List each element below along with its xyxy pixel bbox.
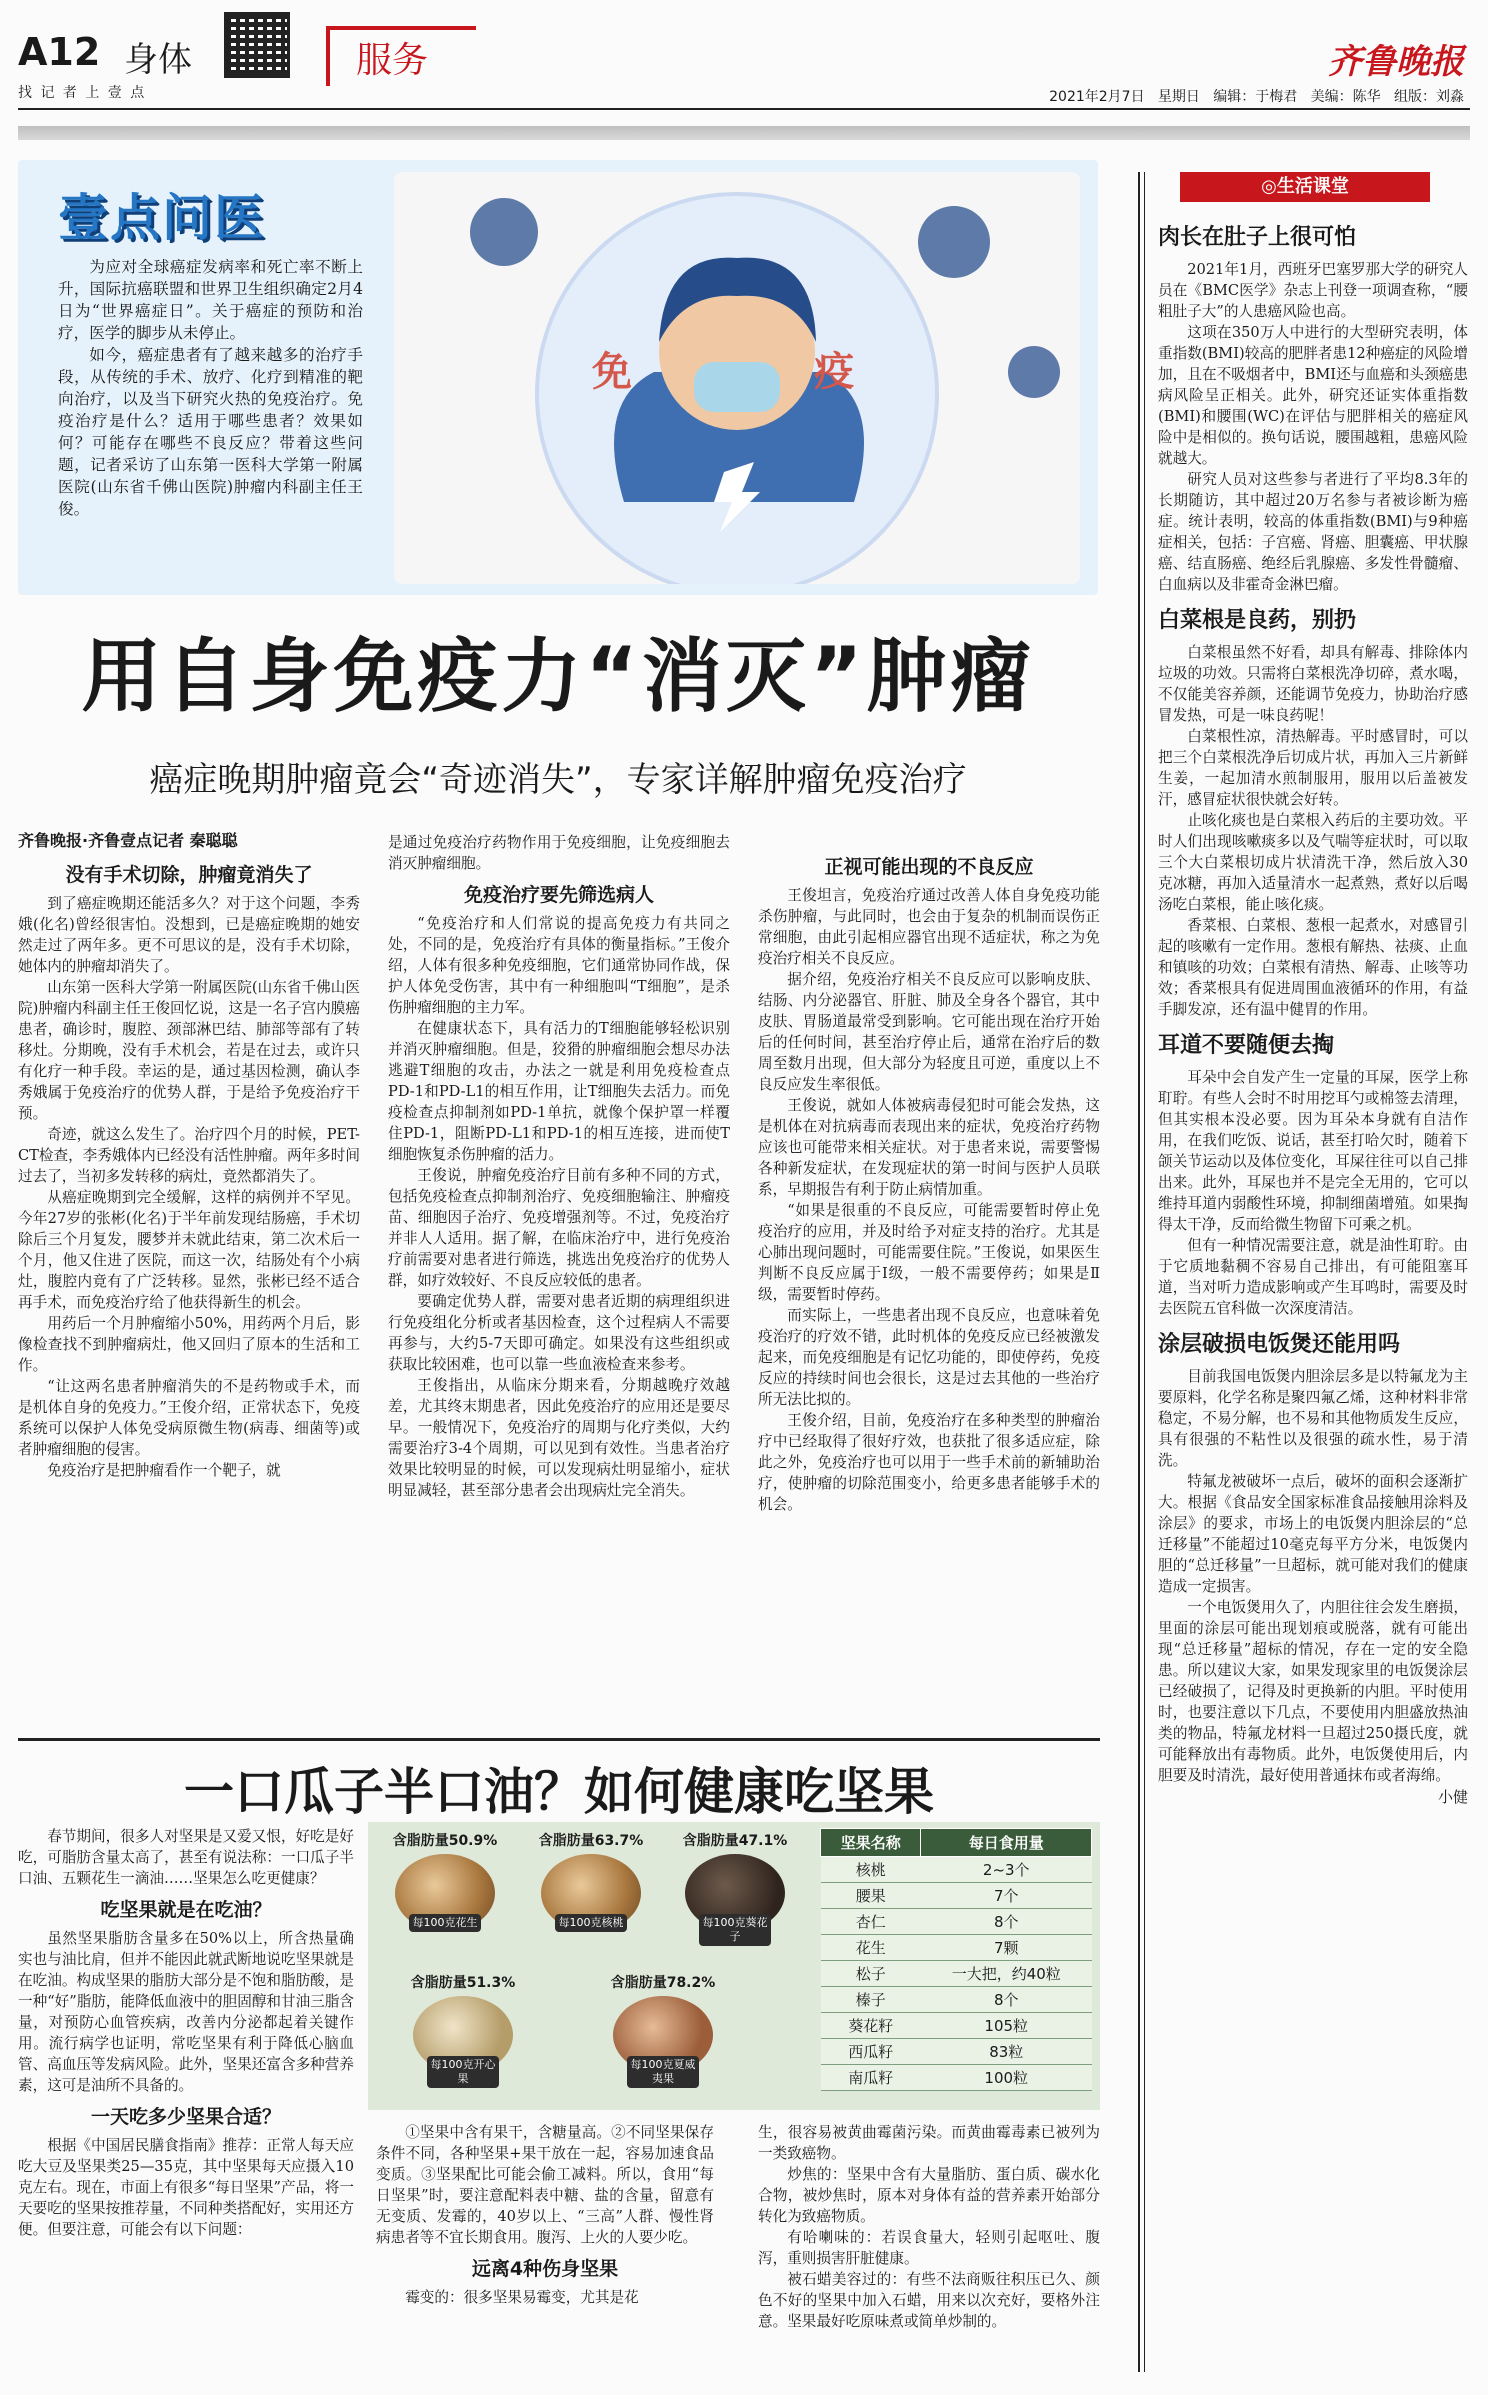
- table-row: [821, 1909, 1092, 1935]
- sidebar-rule-thin: [1144, 172, 1145, 2372]
- paragraph: 止咳化痰也是白菜根入药后的主要功效。平时人们出现咳嗽痰多以及气喘等症状时，可以取三个大白菜根切成片状清洗干净，然后放入30克冰糖，再加入适量清水一起煮熟，煮好以后喝汤吃白菜根，能止咳化痰。: [1158, 812, 1468, 913]
- illustration-word: 疫: [814, 348, 854, 395]
- section-heading: 远离4种伤身坚果: [471, 2258, 619, 2280]
- sidebar-article-title: 白菜根是良药，别扔: [1158, 608, 1357, 633]
- paragraph: 在健康状态下，具有活力的T细胞能够轻松识别并消灭肿瘤细胞。但是，狡猾的肿瘤细胞会想尽办法逃避T细胞的攻击，办法之一就是利用免疫检查点PD-1和PD-L1的相互作用，让T细胞失去活力。而免疫检查点抑制剂如PD-1单抗，就像个保护罩一样覆住PD-1，阻断PD-L1和PD-1的相互连接，进而使T细胞恢复杀伤肿瘤的活力。: [388, 1020, 730, 1163]
- paragraph: 但有一种情况需要注意，就是油性耵聍。由于它质地黏稠不容易自己排出，有可能阻塞耳道，当对听力造成影响或产生耳鸣时，需要及时去医院五官科做一次深度清洁。: [1158, 1237, 1468, 1317]
- intro-text: [58, 256, 363, 520]
- paragraph: 王俊坦言，免疫治疗通过改善人体自身免疫功能杀伤肿瘤，与此同时，也会由于复杂的机制而误伤正常细胞，由此引起相应器官出现不适症状，称之为免疫治疗相关不良反应。: [758, 887, 1100, 967]
- paragraph: 免疫治疗是把肿瘤看作一个靶子，就: [47, 1462, 281, 1479]
- table-cell: 7颗: [921, 1935, 1092, 1961]
- paragraph: “免疫治疗和人们常说的提高免疫力有共同之处，不同的是，免疫治疗有具体的衡量指标。”王俊介绍，人体有很多种免疫细胞，它们通常协同作战，保护人体免受伤害，其中有一种细胞叫“T细胞”，是杀伤肿瘤细胞的主力军。: [388, 915, 730, 1016]
- section-heading: 一天吃多少坚果合适？: [90, 2106, 281, 2128]
- illustration: [394, 172, 1080, 584]
- paragraph: ①坚果中含有果干，含糖量高。②不同坚果保存条件不同，各种坚果+果干放在一起，容易加速食品变质。③坚果配比可能会偷工减料。所以，食用“每日坚果”时，要注意配料表中糖、盐的含量，留意有无变质、发霉的，40岁以上、“三高”人群、慢性肾病患者等不宜长期食用。腹泻、上火的人要少吃。: [376, 2124, 714, 2246]
- sidebar-rule: [1138, 172, 1140, 2372]
- article2-title: 一口瓜子半口油？如何健康吃坚果: [184, 1763, 934, 1821]
- paragraph: “如果是很重的不良反应，可能需要暂时停止免疫治疗的应用，并及时给予对症支持的治疗。尤其是心肺出现问题时，可能需要住院。”王俊说，如果医生判断不良反应属于Ⅰ级，一般不需要停药；如果是Ⅱ级，需要暂时停药。: [758, 1202, 1100, 1303]
- table-cell: 核桃: [821, 1857, 921, 1883]
- paragraph: 王俊指出，从临床分期来看，分期越晚疗效越差，尤其终末期患者，因此免疫治疗的应用还是要尽早。一般情况下，免疫治疗的周期与化疗类似，大约需要治疗3-4个周期，可以见到有效性。当患者治疗效果比较明显的时候，可以发现病灶明显缩小，症状明显减轻，甚至部分患者会出现病灶完全消失。: [388, 1377, 730, 1499]
- qr-code-icon[interactable]: [224, 12, 290, 78]
- article2-col2: [376, 2122, 714, 2308]
- paragraph: “让这两名患者肿瘤消失的不是药物或手术，而是机体自身的免疫力。”王俊介绍，正常状态下，免疫系统可以保护人体免受病原微生物(病毒、细菌等)或者肿瘤细胞的侵害。: [18, 1378, 360, 1458]
- article1-col2: [388, 832, 730, 1501]
- paragraph: 白菜根虽然不好看，却具有解毒、排除体内垃圾的功效。只需将白菜根洗净切碎，煮水喝，不仅能美容养颜，还能调节免疫力，协助治疗感冒发热，可是一味良药呢！: [1158, 644, 1468, 724]
- nut-card: [390, 1830, 500, 1932]
- paragraph: 被石蜡美容过的：有些不法商贩往积压已久、颜色不好的坚果中加入石蜡，用来以次充好，要格外注意。坚果最好吃原味煮或简单炒制的。: [758, 2271, 1100, 2330]
- table-cell: 西瓜籽: [821, 2039, 921, 2065]
- paragraph: 要确定优势人群，需要对患者近期的病理组织进行免疫组化分析或者基因检查，这个过程病人不需要再参与，大约5-7天即可确定。如果没有这些组织或获取比较困难，也可以靠一些血液检查来参考。: [388, 1293, 730, 1373]
- section-heading: 没有手术切除，肿瘤竟消失了: [65, 864, 313, 886]
- page-number: A12: [18, 30, 101, 74]
- paragraph: 2021年1月，西班牙巴塞罗那大学的研究人员在《BMC医学》杂志上刊登一项调查称，“腰粗肚子大”的人患癌风险也高。: [1158, 261, 1468, 320]
- paragraph: 霉变的：很多坚果易霉变，尤其是花: [405, 2289, 639, 2306]
- sidebar-header: ◎生活课堂: [1180, 172, 1430, 202]
- section-divider: [18, 1738, 1100, 1741]
- immunity-illustration: [394, 172, 1080, 584]
- paragraph: 有哈喇味的：若误食量大，轻则引起呕吐、腹泻，重则损害肝脏健康。: [758, 2229, 1100, 2267]
- table-cell: 105粒: [921, 2013, 1092, 2039]
- paragraph: 王俊说，肿瘤免疫治疗目前有多种不同的方式，包括免疫检查点抑制剂治疗、免疫细胞输注、肿瘤疫苗、细胞因子治疗、免疫增强剂等。不过，免疫治疗并非人人适用。据了解，在临床治疗中，进行免疫治疗前需要对患者进行筛选，挑选出免疫治疗的优势人群，如疗效较好、不良反应较低的患者。: [388, 1167, 730, 1289]
- nut-card: [536, 1830, 646, 1932]
- paragraph: 特氟龙被破坏一点后，破坏的面积会逐渐扩大。根据《食品安全国家标准食品接触用涂料及涂层》的要求，市场上的电饭煲内胆涂层的“总迁移量”不能超过10毫克每平方分米，电饭煲内胆的“总迁移量”一旦超标，就可能对我们的健康造成一定损害。: [1158, 1473, 1468, 1595]
- intro-box: [18, 160, 1098, 595]
- table-cell: 杏仁: [821, 1909, 921, 1935]
- paragraph: 香菜根、白菜根、葱根一起煮水，对感冒引起的咳嗽有一定作用。葱根有解热、祛痰、止血和镇咳的功效；白菜根有清热、解毒、止咳等功效；香菜根具有促进周围血液循环的作用，有益手脚发凉，还有温中健胃的作用。: [1158, 917, 1468, 1018]
- paragraph: 奇迹，就这么发生了。治疗四个月的时候，PET-CT检查，李秀娥体内已经没有活性肿瘤。两年多时间过去了，当初多发转移的病灶，竟然都消失了。: [18, 1126, 360, 1185]
- nut-label: 每100克开心果: [427, 2056, 499, 2088]
- table-row: [821, 1961, 1092, 1987]
- nut-card: [608, 1972, 718, 2088]
- paragraph: 王俊说，就如人体被病毒侵犯时可能会发热，这是机体在对抗病毒而表现出来的症状，免疫治疗药物应该也可能带来相关症状。对于患者来说，需要警惕各种新发症状，在发现症状的第一时间与医护人员联系，早期报告有利于防止病情加重。: [758, 1097, 1100, 1198]
- signature: 小健: [1437, 1788, 1468, 1806]
- table-row: [821, 1883, 1092, 1909]
- table-cell: 2~3个: [921, 1857, 1092, 1883]
- paper-logo: 齐鲁晚报: [1328, 42, 1464, 82]
- illustration-word: 免: [592, 348, 632, 395]
- sidebar-column: [1158, 212, 1468, 1807]
- section-heading: 免疫治疗要先筛选病人: [463, 884, 654, 906]
- nut-card: [408, 1972, 518, 2088]
- masthead-rule: [18, 108, 1470, 110]
- paragraph: 到了癌症晚期还能活多久？对于这个问题，李秀娥(化名)曾经很害怕。没想到，已是癌症晚期的她安然走过了两年多。更不可思议的是，没有手术切除，她体内的肿瘤却消失了。: [18, 895, 360, 975]
- paragraph: 白菜根性凉，清热解毒。平时感冒时，可以把三个白菜根洗净后切成片状，再加入三片新鲜生姜，一起加清水煎制服用，服用以后盖被发汗，感冒症状很快就会好转。: [1158, 728, 1468, 808]
- nut-label: 每100克夏威夷果: [627, 2056, 699, 2088]
- table-header-row: [821, 1829, 1092, 1857]
- nut-table-wrap: [820, 1828, 1092, 2091]
- masthead-credits: 2021年2月7日 星期日 编辑：于梅君 美编：陈华 组版：刘淼: [1049, 89, 1464, 105]
- table-header: 每日食用量: [921, 1829, 1092, 1857]
- column-name: 服务: [356, 40, 429, 81]
- table-row: [821, 1935, 1092, 1961]
- table-cell: 南瓜籽: [821, 2065, 921, 2091]
- table-cell: 8个: [921, 1909, 1092, 1935]
- paragraph: 王俊介绍，目前，免疫治疗在多种类型的肿瘤治疗中已经取得了很好疗效，也获批了很多适应症，除此之外，免疫治疗也可以用于一些手术前的新辅助治疗，使肿瘤的切除范围变小，给更多患者能够手术的机会。: [758, 1412, 1100, 1513]
- paragraph: 根据《中国居民膳食指南》推荐：正常人每天应吃大豆及坚果类25—35克，其中坚果每天应摄入10克左右。现在，市面上有很多“每日坚果”产品，将一天要吃的坚果按推荐量，不同种类搭配好，实用还方便。但要注意，可能会有以下问题：: [18, 2137, 354, 2238]
- table-cell: 榛子: [821, 1987, 921, 2013]
- paragraph: 从癌症晚期到完全缓解，这样的病例并不罕见。今年27岁的张彬(化名)于半年前发现结肠癌，手术切除后三个月复发，腰梦并未就此结束，第二次术后一个月，他又住进了医院，而这一次，结肠处有个小病灶，腹腔内竟有了广泛转移。显然，张彬已经不适合再手术，而免疫治疗给了他获得新生的机会。: [18, 1189, 360, 1311]
- paragraph: 是通过免疫治疗药物作用于免疫细胞，让免疫细胞去消灭肿瘤细胞。: [388, 834, 730, 872]
- table-cell: 一大把，约40粒: [921, 1961, 1092, 1987]
- section-heading: 吃坚果就是在吃油？: [100, 1899, 272, 1921]
- intro-paragraph: 如今，癌症患者有了越来越多的治疗手段，从传统的手术、放疗、化疗到精准的靶向治疗，以及当下研究火热的免疫治疗。免疫治疗是什么？适用于哪些患者？效果如何？可能存在哪些不良反应？带着这些问题，记者采访了山东第一医科大学第一附属医院(山东省千佛山医院)肿瘤内科副主任王俊。: [58, 346, 363, 518]
- intro-logo: 壹点问医: [58, 189, 266, 247]
- intro-paragraph: 为应对全球癌症发病率和死亡率不断上升，国际抗癌联盟和世界卫生组织确定2月4日为“世界癌症日”。关于癌症的预防和治疗，医学的脚步从未停止。: [58, 258, 363, 342]
- byline: 齐鲁晚报·齐鲁壹点记者 秦聪聪: [18, 831, 238, 850]
- paragraph: 目前我国电饭煲内胆涂层多是以特氟龙为主要原料，化学名称是聚四氟乙烯，这种材料非常稳定，不易分解，也不易和其他物质发生反应，具有很强的不粘性以及很强的疏水性，易于清洗。: [1158, 1368, 1468, 1469]
- paragraph: 据介绍，免疫治疗相关不良反应可以影响皮肤、结肠、内分泌器官、肝脏、肺及全身各个器官，其中皮肤、胃肠道最常受到影响。它可能出现在治疗开始后的任何时间，甚至治疗停止后，通常在治疗后的数周至数月出现，但大部分为轻度且可逆，重度以上不良反应发生率很低。: [758, 971, 1100, 1093]
- nut-card: [680, 1830, 790, 1946]
- article2-col1: [18, 1826, 354, 2240]
- section-heading: 正视可能出现的不良反应: [824, 856, 1034, 878]
- subheadline: 癌症晚期肿瘤竟会“奇迹消失”，专家详解肿瘤免疫治疗: [149, 760, 967, 800]
- paragraph: 生，很容易被黄曲霉菌污染。而黄曲霉毒素已被列为一类致癌物。: [758, 2124, 1100, 2162]
- table-row: [821, 2039, 1092, 2065]
- fat-percent: 含脂肪量78.2%: [610, 1975, 716, 1991]
- fat-percent: 含脂肪量63.7%: [538, 1833, 644, 1849]
- paragraph: 而实际上，一些患者出现不良反应，也意味着免疫治疗的疗效不错，此时机体的免疫反应已经被激发起来，而免疫细胞是有记忆功能的，即使停药，免疫反应的持续时间也会很长，这是过去其他的一些治疗所无法比拟的。: [758, 1307, 1100, 1408]
- nut-intake-table: [820, 1828, 1092, 2091]
- paragraph: 春节期间，很多人对坚果是又爱又恨，好吃是好吃，可脂肪含量太高了，甚至有说法称：一口瓜子半口油、五颗花生一滴油……坚果怎么吃更健康？: [18, 1828, 354, 1887]
- paragraph: 炒焦的：坚果中含有大量脂肪、蛋白质、碳水化合物，被炒焦时，原本对身体有益的营养素开始部分转化为致癌物质。: [758, 2166, 1100, 2225]
- nut-label: 每100克核桃: [555, 1914, 627, 1932]
- table-cell: 100粒: [921, 2065, 1092, 2091]
- table-row: [821, 1857, 1092, 1883]
- table-header: 坚果名称: [821, 1829, 921, 1857]
- table-cell: 松子: [821, 1961, 921, 1987]
- paragraph: 一个电饭煲用久了，内胆往往会发生磨损，里面的涂层可能出现划痕或脱落，就有可能出现“总迁移量”超标的情况，存在一定的安全隐患。所以建议大家，如果发现家里的电饭煲涂层已经破损了，记得及时更换新的内胆。平时使用时，也要注意以下几点，不要使用内胆盛放热油类的物品，特氟龙材料一旦超过250摄氏度，就可能释放出有毒物质。此外，电饭煲使用后，内胆要及时清洗，最好使用普通抹布或者海绵。: [1158, 1599, 1468, 1784]
- nut-infographic: [368, 1822, 1100, 2110]
- paragraph: 这项在350万人中进行的大型研究表明，体重指数(BMI)较高的肥胖者患12种癌症的风险增加，且在不吸烟者中，BMI还与血癌和头颈癌患病风险呈正相关。此外，研究还证实体重指数(BMI)和腰围(WC)在评估与肥胖相关的癌症风险中是相似的。换句话说，腰围越粗，患癌风险就越大。: [1158, 324, 1468, 467]
- fat-percent: 含脂肪量51.3%: [410, 1975, 516, 1991]
- nut-label: 每100克花生: [409, 1914, 481, 1932]
- paragraph: 虽然坚果脂肪含量多在50%以上，所含热量确实也与油比肩，但并不能因此就武断地说吃坚果就是在吃油。构成坚果的脂肪大部分是不饱和脂肪酸，是一种“好”脂肪，能降低血液中的胆固醇和甘油三脂含量，对预防心血管疾病，改善内分泌都起着关键作用。流行病学也证明，常吃坚果有利于降低心脑血管、高血压等发病风险。此外，坚果还富含多种营养素，这可是油所不具备的。: [18, 1930, 354, 2094]
- table-cell: 花生: [821, 1935, 921, 1961]
- article1-col1: [18, 852, 360, 1481]
- masthead-band: [18, 126, 1470, 140]
- sidebar-article-title: 肉长在肚子上很可怕: [1158, 225, 1357, 250]
- paragraph: 耳朵中会自发产生一定量的耳屎，医学上称耵聍。有些人会时不时用挖耳勺或棉签去清理，但其实根本没必要。因为耳朵本身就有自洁作用，在我们吃饭、说话，甚至打哈欠时，随着下颌关节运动以及体位变化，耳屎往往可以自己排出来。此外，耳屎也并不是完全无用的，它可以维持耳道内弱酸性环境，抑制细菌增殖。如果掏得太干净，反而给微生物留下可乘之机。: [1158, 1069, 1468, 1233]
- nut-label: 每100克葵花子: [699, 1914, 771, 1946]
- article1-col3: [758, 852, 1100, 1515]
- paragraph: 用药后一个月肿瘤缩小50%，用药两个月后，影像检查找不到肿瘤病灶，他又回归了原本的生活和工作。: [18, 1315, 360, 1374]
- table-cell: 7个: [921, 1883, 1092, 1909]
- fat-percent: 含脂肪量50.9%: [392, 1833, 498, 1849]
- table-row: [821, 2065, 1092, 2091]
- table-cell: 葵花籽: [821, 2013, 921, 2039]
- paragraph: 研究人员对这些参与者进行了平均8.3年的长期随访，其中超过20万名参与者被诊断为癌症。统计表明，较高的体重指数(BMI)与9种癌症相关，包括：子宫癌、肾癌、胆囊癌、甲状腺癌、结直肠癌、绝经后乳腺癌、多发性骨髓瘤、白血病以及非霍奇金淋巴瘤。: [1158, 471, 1468, 593]
- paragraph: 山东第一医科大学第一附属医院(山东省千佛山医院)肿瘤内科副主任王俊回忆说，这是一名子宫内膜癌患者，确诊时，腹腔、颈部淋巴结、肺部等部有了转移灶。分期晚，没有手术机会，若是在过去，或许只有化疗一种手段。幸运的是，通过基因检测，确认李秀娥属于免疫治疗的优势人群，于是给予免疫治疗干预。: [18, 979, 360, 1122]
- sidebar-article-title: 耳道不要随便去掏: [1158, 1033, 1335, 1058]
- fat-percent: 含脂肪量47.1%: [682, 1833, 788, 1849]
- table-cell: 腰果: [821, 1883, 921, 1909]
- headline: 用自身免疫力“消灭”肿瘤: [81, 630, 1035, 723]
- masthead-tagline: 找 记 者 上 壹 点: [18, 85, 147, 101]
- table-cell: 8个: [921, 1987, 1092, 2013]
- masthead: [0, 0, 1488, 120]
- article2-col3: [758, 2122, 1100, 2332]
- section-name: 身体: [124, 40, 192, 80]
- table-row: [821, 1987, 1092, 2013]
- table-cell: 83粒: [921, 2039, 1092, 2065]
- table-row: [821, 2013, 1092, 2039]
- sidebar-article-title: 涂层破损电饭煲还能用吗: [1158, 1332, 1401, 1357]
